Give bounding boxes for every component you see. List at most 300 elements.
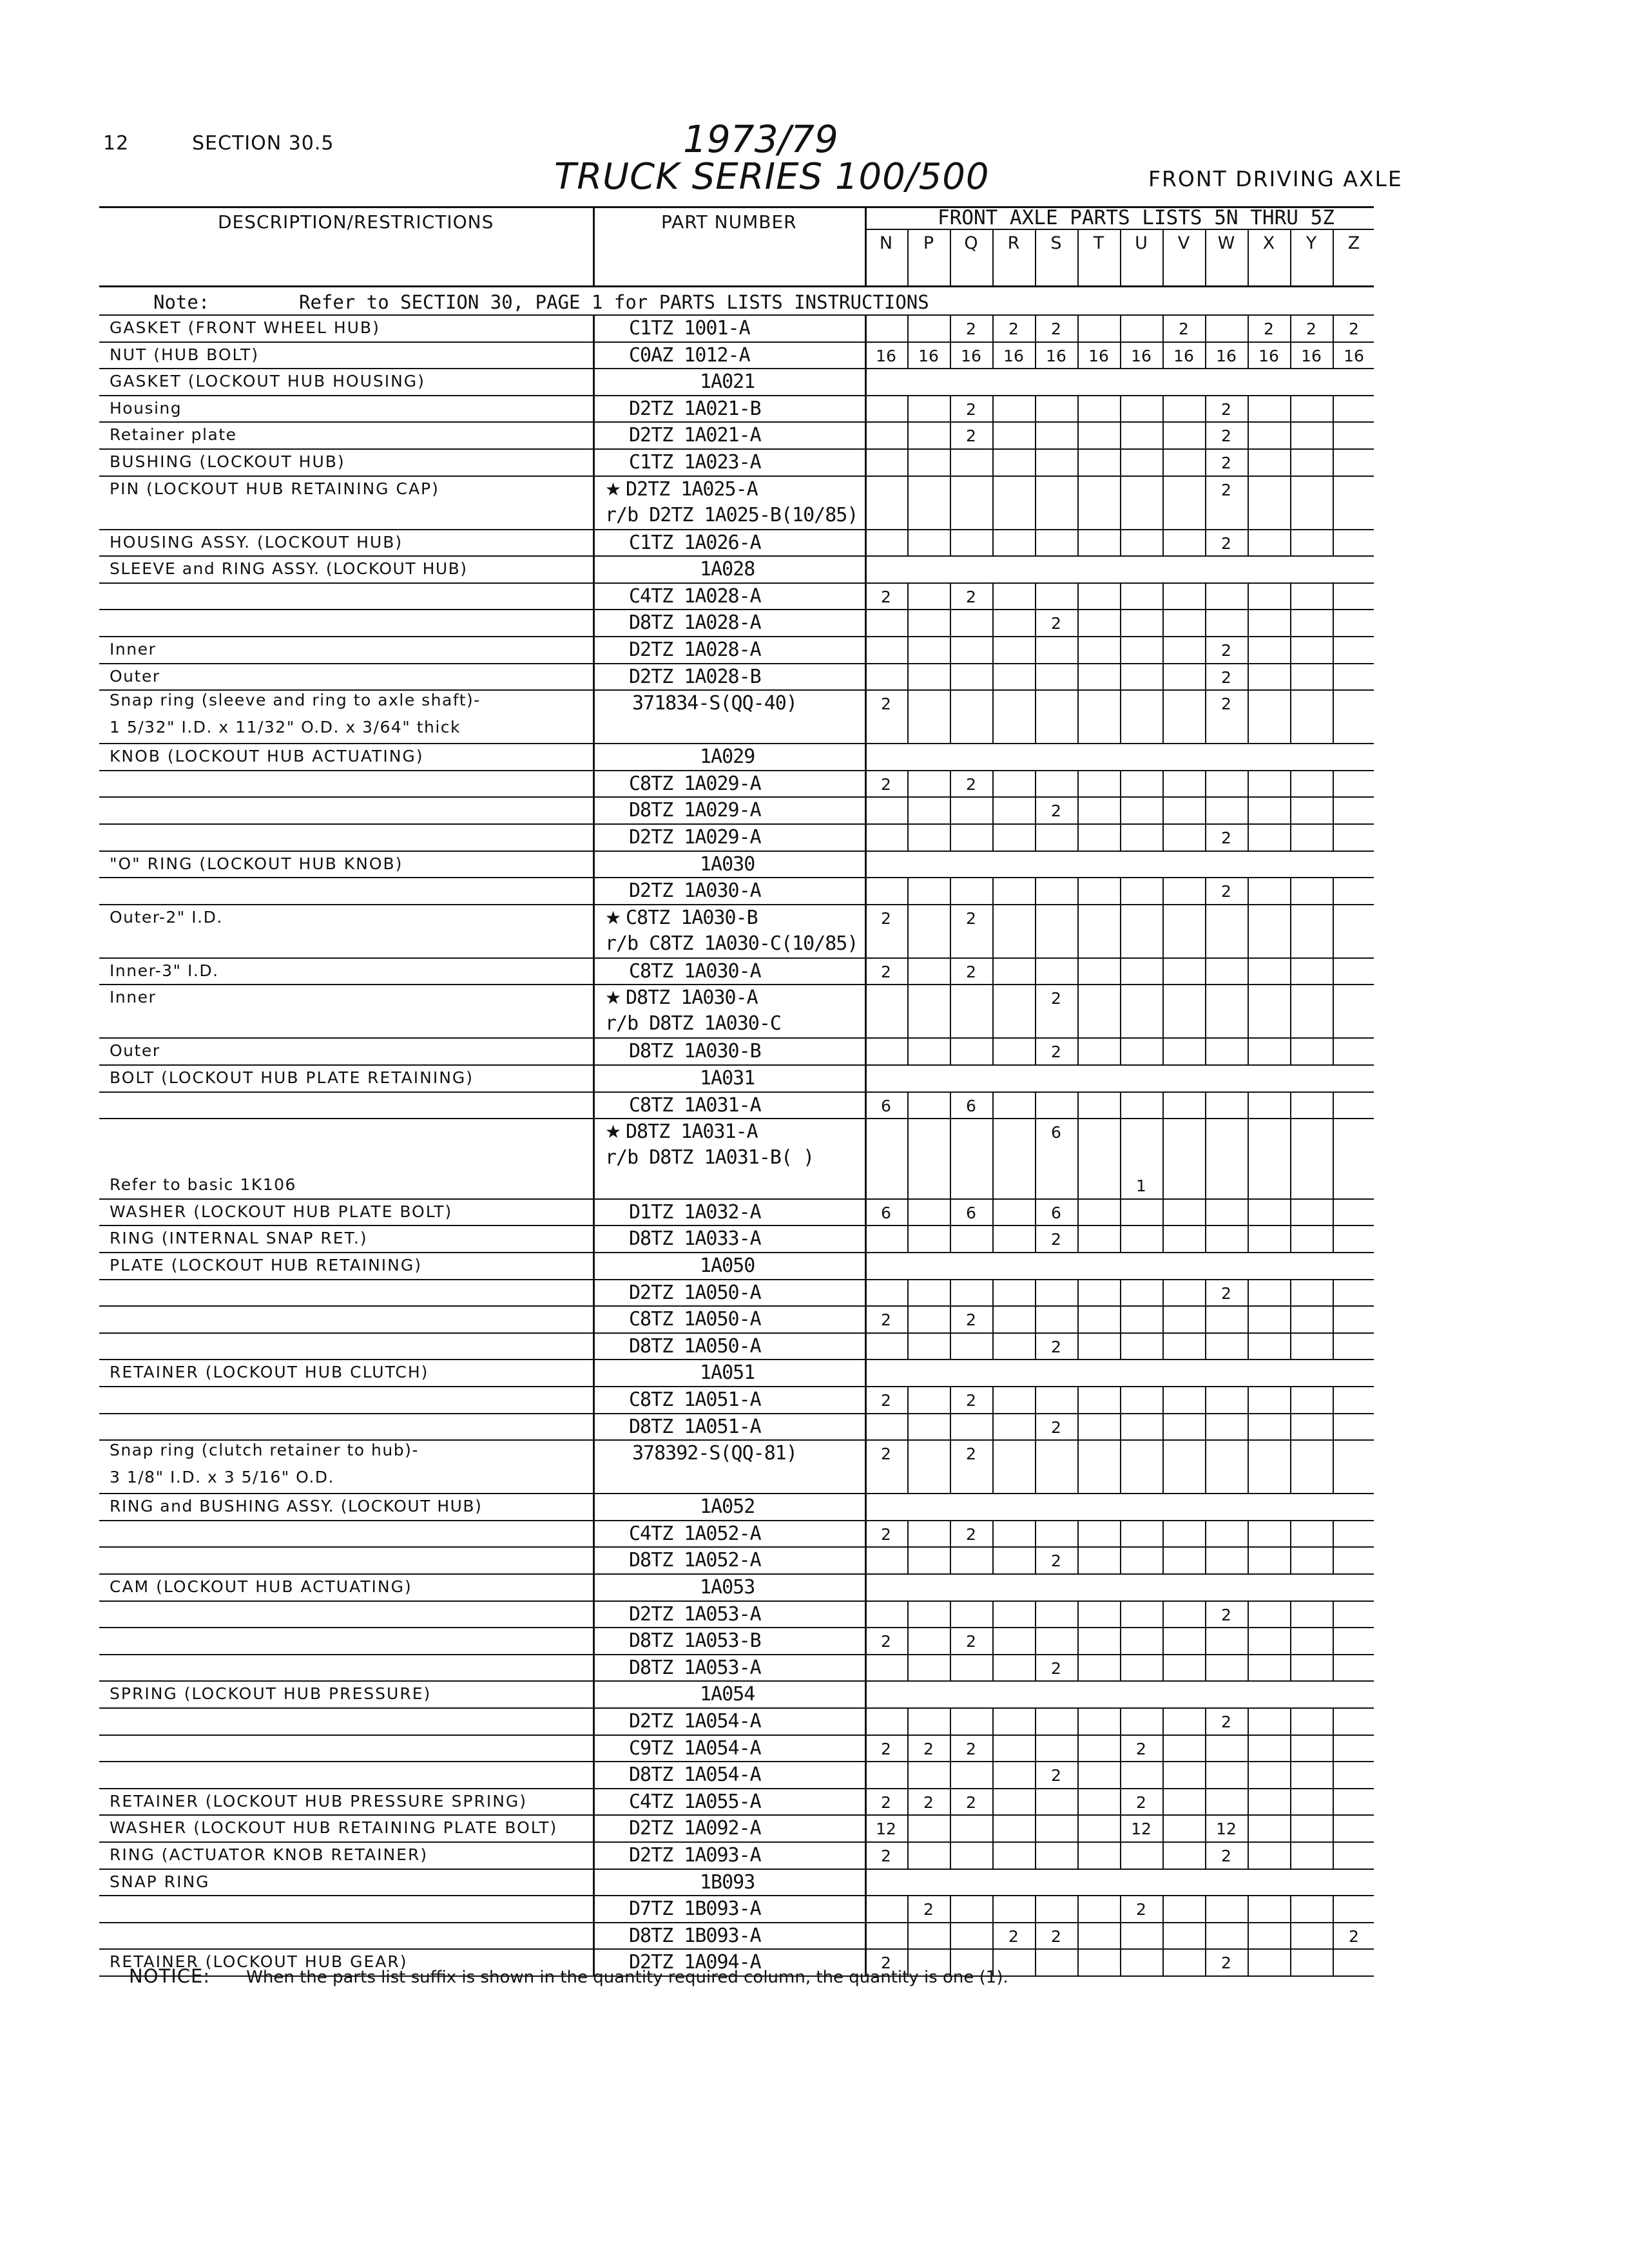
quantity-q: 2 <box>966 1792 976 1812</box>
part-number <box>629 451 761 474</box>
table-row <box>99 957 1374 986</box>
quantity-column-line <box>1035 1600 1036 1628</box>
part-divider <box>865 368 867 395</box>
quantity-column-line <box>1333 1895 1334 1922</box>
quantity-column-line <box>1205 984 1206 1037</box>
table-row <box>99 663 1374 691</box>
quantity-column-line <box>1035 1735 1036 1762</box>
part-number <box>629 1791 761 1813</box>
part-divider <box>865 1546 867 1573</box>
quantity-column-line <box>1162 395 1164 422</box>
part-number <box>629 1763 761 1786</box>
part-number-text: D8TZ 1A033-A <box>629 1227 761 1251</box>
quantity-column-line <box>907 1386 909 1413</box>
quantity-q: 2 <box>966 1391 976 1410</box>
part-divider <box>865 1439 867 1493</box>
quantity-q: 2 <box>966 1524 976 1544</box>
quantity-column-line <box>1248 1707 1249 1735</box>
quantity-column-line <box>1162 877 1164 904</box>
quantity-column-line <box>1162 904 1164 957</box>
header-column-line <box>1290 230 1291 287</box>
quantity-column-line <box>1290 1948 1291 1975</box>
quantity-column-line <box>1248 1546 1249 1573</box>
row-description-cont: 3 1/8" I.D. x 3 5/16" O.D. <box>110 1468 334 1487</box>
part-number-text: D2TZ 1A092-A <box>629 1817 761 1840</box>
quantity-column-line <box>1205 1761 1206 1788</box>
part-number <box>629 1549 761 1571</box>
quantity-column-line <box>907 770 909 797</box>
part-number <box>629 1629 761 1652</box>
quantity-column-line <box>907 1761 909 1788</box>
quantity-column-line <box>1120 796 1121 823</box>
quantity-column-line <box>1290 1707 1291 1735</box>
quantity-column-line <box>1035 1895 1036 1922</box>
quantity-column-line <box>1120 1841 1121 1869</box>
quantity-column-line <box>907 1091 909 1119</box>
part-number-text: C8TZ 1A051-A <box>629 1389 761 1411</box>
quantity-column-line <box>1248 1171 1249 1198</box>
part-number-text: D8TZ 1B093-A <box>629 1924 761 1947</box>
quantity-column-line <box>1333 1439 1334 1493</box>
quantity-column-line <box>1120 448 1121 476</box>
quantity-column-line <box>1035 582 1036 610</box>
part-divider <box>865 1171 867 1198</box>
quantity-q: 6 <box>966 1203 976 1222</box>
table-header-rule <box>99 285 1374 287</box>
part-number-text: 1A051 <box>700 1361 755 1385</box>
part-number <box>629 1925 761 1947</box>
quantity-column-line <box>1248 1037 1249 1064</box>
table-row <box>99 1064 1374 1093</box>
description-divider <box>593 1680 595 1707</box>
quantity-column-line <box>1333 1037 1334 1064</box>
quantity-column-line <box>950 609 951 636</box>
quantity-n: 2 <box>881 1847 891 1865</box>
table-row <box>99 421 1374 450</box>
quantity-column-line <box>1205 877 1206 904</box>
quantity-x: 16 <box>1258 346 1279 365</box>
quantity-column-line <box>1120 1305 1121 1332</box>
quantity-column-line <box>1333 1225 1334 1252</box>
quantity-column-line <box>1120 1922 1121 1949</box>
quantity-column-line <box>1035 421 1036 448</box>
star-icon: ★ <box>605 478 621 500</box>
description-divider <box>593 1225 595 1252</box>
part-number-text: C8TZ 1A029-A <box>629 772 761 795</box>
quantity-column-line <box>1290 1386 1291 1413</box>
part-number <box>629 1040 761 1062</box>
description-divider <box>593 823 595 850</box>
quantity-column-line <box>1248 1814 1249 1841</box>
description-divider <box>593 1091 595 1119</box>
table-row <box>99 770 1374 798</box>
quantity-column-line <box>1205 1948 1206 1975</box>
quantity-column-line <box>1162 796 1164 823</box>
quantity-column-line <box>1290 1895 1291 1922</box>
part-number <box>629 424 761 447</box>
quantity-column-line <box>1162 770 1164 797</box>
quantity-column-line <box>950 314 951 341</box>
quantity-column-line <box>1205 314 1206 341</box>
quantity-column-line <box>1120 1948 1121 1975</box>
quantity-column-line <box>1290 1735 1291 1762</box>
quantity-column-line <box>1248 1225 1249 1252</box>
quantity-column-line <box>1077 1171 1079 1198</box>
quantity-column-line <box>1035 663 1036 690</box>
header-column-line <box>1035 230 1036 287</box>
quantity-column-line <box>1205 636 1206 663</box>
quantity-column-line <box>1248 1948 1249 1975</box>
header-column-line <box>992 230 994 287</box>
description-divider <box>593 476 595 529</box>
quantity-column-line <box>1290 395 1291 422</box>
note-label: Note: <box>153 291 210 313</box>
quantity-column-line <box>1333 1520 1334 1547</box>
quantity-column-line <box>1248 1118 1249 1171</box>
quantity-n: 2 <box>881 962 891 981</box>
quantity-column-line <box>907 904 909 957</box>
quantity-n: 16 <box>876 346 896 365</box>
quantity-w: 2 <box>1221 533 1231 553</box>
quantity-column-line <box>1162 448 1164 476</box>
table-row <box>99 1761 1374 1789</box>
part-number <box>700 370 755 393</box>
table-row <box>99 689 1374 744</box>
header-column-line <box>1248 230 1249 287</box>
description-divider <box>593 1546 595 1573</box>
part-divider <box>865 1788 867 1815</box>
quantity-column-line <box>992 1171 994 1198</box>
quantity-column-line <box>1333 421 1334 448</box>
table-row <box>99 1573 1374 1602</box>
quantity-column-line <box>1035 395 1036 422</box>
description-divider <box>593 1814 595 1841</box>
quantity-column-line <box>1290 529 1291 556</box>
quantity-column-line <box>950 636 951 663</box>
quantity-p: 2 <box>923 1739 934 1758</box>
quantity-column-line <box>1333 1386 1334 1413</box>
part-number <box>629 585 761 608</box>
quantity-column-line <box>1077 1627 1079 1654</box>
quantity-column-line <box>1162 1922 1164 1949</box>
quantity-column-line <box>907 877 909 904</box>
part-divider <box>865 1413 867 1440</box>
part-number <box>629 799 761 822</box>
quantity-column-line <box>992 1895 994 1922</box>
part-divider <box>865 341 867 369</box>
part-number <box>629 1844 761 1867</box>
column-letter-x: X <box>1262 233 1275 253</box>
quantity-column-line <box>1077 1841 1079 1869</box>
part-number-text: D2TZ 1A028-B <box>629 665 761 688</box>
quantity-u: 2 <box>1136 1900 1146 1919</box>
quantity-column-line <box>1333 823 1334 850</box>
part-divider <box>865 1735 867 1762</box>
quantity-q: 2 <box>966 908 976 928</box>
row-description: Refer to basic 1K106 <box>110 1175 296 1195</box>
quantity-column-line <box>1333 636 1334 663</box>
quantity-column-line <box>1333 1546 1334 1573</box>
replaced-by-part: r/b D8TZ 1A031-B( ) <box>605 1146 815 1169</box>
description-divider <box>593 555 595 582</box>
quantity-s: 6 <box>1051 1203 1061 1222</box>
quantity-column-line <box>1333 1171 1334 1198</box>
quantity-y: 2 <box>1306 320 1316 338</box>
quantity-column-line <box>950 341 951 369</box>
quantity-column-line <box>1290 984 1291 1037</box>
part-divider <box>865 1520 867 1547</box>
part-divider <box>865 1680 867 1707</box>
part-number-text: C1TZ 1001-A <box>629 317 750 340</box>
quantity-column-line <box>1248 1520 1249 1547</box>
quantity-column-line <box>992 1600 994 1628</box>
part-divider <box>865 1091 867 1119</box>
table-row <box>99 476 1374 530</box>
quantity-column-line <box>1248 1735 1249 1762</box>
quantity-column-line <box>907 1814 909 1841</box>
quantity-column-line <box>1290 448 1291 476</box>
quantity-column-line <box>1290 1654 1291 1681</box>
quantity-column-line <box>1077 1895 1079 1922</box>
note-row <box>99 289 1374 316</box>
quantity-p: 2 <box>923 1900 934 1919</box>
part-number-text: D2TZ 1A028-A <box>629 639 761 661</box>
quantity-column-line <box>1035 1761 1036 1788</box>
quantity-column-line <box>992 1922 994 1949</box>
quantity-q: 2 <box>966 962 976 981</box>
quantity-column-line <box>1120 1225 1121 1252</box>
quantity-column-line <box>1120 1198 1121 1225</box>
quantity-column-line <box>1120 904 1121 957</box>
part-divider <box>865 1064 867 1091</box>
quantity-r: 2 <box>1008 320 1019 338</box>
part-divider <box>865 529 867 556</box>
table-row <box>99 1735 1374 1763</box>
header-column-line <box>907 230 909 287</box>
quantity-column-line <box>1333 476 1334 529</box>
quantity-column-line <box>1205 1386 1206 1413</box>
description-divider <box>593 904 595 957</box>
quantity-column-line <box>1290 877 1291 904</box>
quantity-s: 2 <box>1051 1230 1061 1249</box>
description-divider <box>593 743 595 770</box>
quantity-column-line <box>1290 1922 1291 1949</box>
quantity-w: 2 <box>1221 1954 1231 1973</box>
row-description: "O" RING (LOCKOUT HUB KNOB) <box>110 854 403 873</box>
table-row <box>99 1279 1374 1307</box>
quantity-n: 2 <box>881 1311 891 1330</box>
quantity-column-line <box>1077 1788 1079 1815</box>
quantity-column-line <box>1077 1279 1079 1306</box>
part-number-text: 1A021 <box>700 370 755 394</box>
quantity-column-line <box>950 448 951 476</box>
quantity-column-line <box>1205 609 1206 636</box>
quantity-column-line <box>1120 984 1121 1037</box>
quantity-column-line <box>1333 663 1334 690</box>
row-description: BOLT (LOCKOUT HUB PLATE RETAINING) <box>110 1068 474 1087</box>
quantity-column-line <box>992 1735 994 1762</box>
quantity-column-line <box>950 1305 951 1332</box>
part-number <box>629 1657 761 1679</box>
quantity-column-line <box>907 957 909 985</box>
part-divider <box>865 743 867 770</box>
row-description: GASKET (FRONT WHEEL HUB) <box>110 318 380 337</box>
quantity-column-line <box>907 1895 909 1922</box>
quantity-column-line <box>907 984 909 1037</box>
quantity-column-line <box>1120 636 1121 663</box>
table-row <box>99 1439 1374 1494</box>
quantity-column-line <box>1162 1118 1164 1171</box>
description-divider <box>593 1788 595 1815</box>
quantity-column-line <box>1077 957 1079 985</box>
quantity-column-line <box>907 636 909 663</box>
quantity-column-line <box>1333 1198 1334 1225</box>
part-divider <box>865 850 867 878</box>
column-header-description: DESCRIPTION/RESTRICTIONS <box>218 211 494 233</box>
quantity-column-line <box>1120 476 1121 529</box>
part-number-text: D8TZ 1A053-A <box>629 1656 761 1679</box>
quantity-column-line <box>1248 341 1249 369</box>
quantity-column-line <box>1205 1735 1206 1762</box>
table-row <box>99 823 1374 852</box>
quantity-column-line <box>992 823 994 850</box>
quantity-column-line <box>907 796 909 823</box>
quantity-column-line <box>1248 609 1249 636</box>
quantity-column-line <box>950 1895 951 1922</box>
table-row <box>99 1895 1374 1923</box>
quantity-column-line <box>1077 1118 1079 1171</box>
quantity-column-line <box>1035 1439 1036 1493</box>
quantity-column-line <box>1035 823 1036 850</box>
quantity-column-line <box>950 1118 951 1171</box>
part-divider <box>865 770 867 797</box>
part-number-text: D2TZ 1A021-A <box>629 424 761 447</box>
quantity-column-line <box>1205 1225 1206 1252</box>
quantity-column-line <box>1162 421 1164 448</box>
part-divider <box>865 1225 867 1252</box>
quantity-column-line <box>950 663 951 690</box>
star-icon: ★ <box>605 907 621 928</box>
quantity-column-line <box>1120 1386 1121 1413</box>
row-description: KNOB (LOCKOUT HUB ACTUATING) <box>110 747 424 766</box>
quantity-w: 2 <box>1221 1283 1231 1303</box>
quantity-column-line <box>950 904 951 957</box>
quantity-column-line <box>1120 1279 1121 1306</box>
quantity-column-line <box>1205 1654 1206 1681</box>
part-divider <box>865 395 867 422</box>
part-number-text: 1A052 <box>700 1495 755 1519</box>
quantity-u: 2 <box>1136 1739 1146 1758</box>
part-divider <box>865 957 867 985</box>
row-description: CAM (LOCKOUT HUB ACTUATING) <box>110 1577 412 1596</box>
quantity-column-line <box>1205 1037 1206 1064</box>
quantity-column-line <box>1333 1814 1334 1841</box>
part-divider <box>865 904 867 957</box>
quantity-column-line <box>1035 957 1036 985</box>
quantity-column-line <box>1248 957 1249 985</box>
part-number-text: D2TZ 1A029-A <box>629 826 761 849</box>
quantity-q: 2 <box>966 1311 976 1330</box>
quantity-column-line <box>950 1841 951 1869</box>
quantity-column-line <box>1162 1895 1164 1922</box>
part-number <box>629 1094 761 1117</box>
quantity-column-line <box>1120 663 1121 690</box>
part-number <box>629 1308 761 1331</box>
part-divider <box>865 1386 867 1413</box>
quantity-column-line <box>992 1788 994 1815</box>
quantity-column-line <box>1077 1520 1079 1547</box>
header-column-line <box>1333 230 1334 287</box>
description-divider <box>593 1761 595 1788</box>
quantity-column-line <box>1162 1546 1164 1573</box>
quantity-u: 1 <box>1136 1177 1146 1196</box>
description-divider <box>593 1332 595 1360</box>
quantity-q: 6 <box>966 1096 976 1115</box>
row-description: NUT (HUB BOLT) <box>110 345 260 364</box>
quantity-column-line <box>992 689 994 743</box>
row-description: Retainer plate <box>110 425 237 445</box>
quantity-column-line <box>1248 1305 1249 1332</box>
row-description: SLEEVE and RING ASSY. (LOCKOUT HUB) <box>110 559 468 579</box>
row-description: Inner <box>110 640 157 658</box>
part-number-text: C8TZ 1A030-B <box>626 906 758 929</box>
quantity-column-line <box>1162 1948 1164 1975</box>
quantity-v: 2 <box>1179 320 1189 338</box>
quantity-column-line <box>1162 1761 1164 1788</box>
quantity-z: 2 <box>1349 320 1359 338</box>
quantity-column-line <box>907 1707 909 1735</box>
part-number <box>700 1871 755 1894</box>
description-divider <box>593 448 595 476</box>
quantity-column-line <box>1290 689 1291 743</box>
quantity-column-line <box>1035 476 1036 529</box>
quantity-q: 2 <box>966 587 976 606</box>
description-divider <box>593 663 595 690</box>
table-row <box>99 609 1374 637</box>
quantity-column-line <box>950 529 951 556</box>
description-divider <box>593 689 595 743</box>
quantity-column-line <box>1120 1171 1121 1198</box>
quantity-column-line <box>950 1037 951 1064</box>
quantity-r: 2 <box>1008 1927 1019 1946</box>
quantity-column-line <box>1290 609 1291 636</box>
description-divider <box>593 368 595 395</box>
description-divider <box>593 1735 595 1762</box>
quantity-column-line <box>1035 689 1036 743</box>
quantity-w: 2 <box>1221 427 1231 446</box>
quantity-column-line <box>907 1305 909 1332</box>
quantity-column-line <box>1205 1600 1206 1628</box>
quantity-n: 2 <box>881 774 891 794</box>
quantity-column-line <box>1205 957 1206 985</box>
quantity-n: 12 <box>876 1820 896 1839</box>
table-row <box>99 1118 1374 1171</box>
quantity-s: 2 <box>1051 1337 1061 1356</box>
quantity-column-line <box>1205 1627 1206 1654</box>
quantity-column-line <box>1290 1279 1291 1306</box>
table-row <box>99 1814 1374 1843</box>
quantity-column-line <box>1248 877 1249 904</box>
part-divider <box>865 1305 867 1332</box>
quantity-q: 2 <box>966 320 976 338</box>
quantity-column-line <box>992 1413 994 1440</box>
quantity-column-line <box>1035 1118 1036 1171</box>
quantity-column-line <box>950 796 951 823</box>
quantity-column-line <box>1035 448 1036 476</box>
table-row <box>99 1869 1374 1897</box>
description-divider <box>593 877 595 904</box>
quantity-column-line <box>1290 341 1291 369</box>
